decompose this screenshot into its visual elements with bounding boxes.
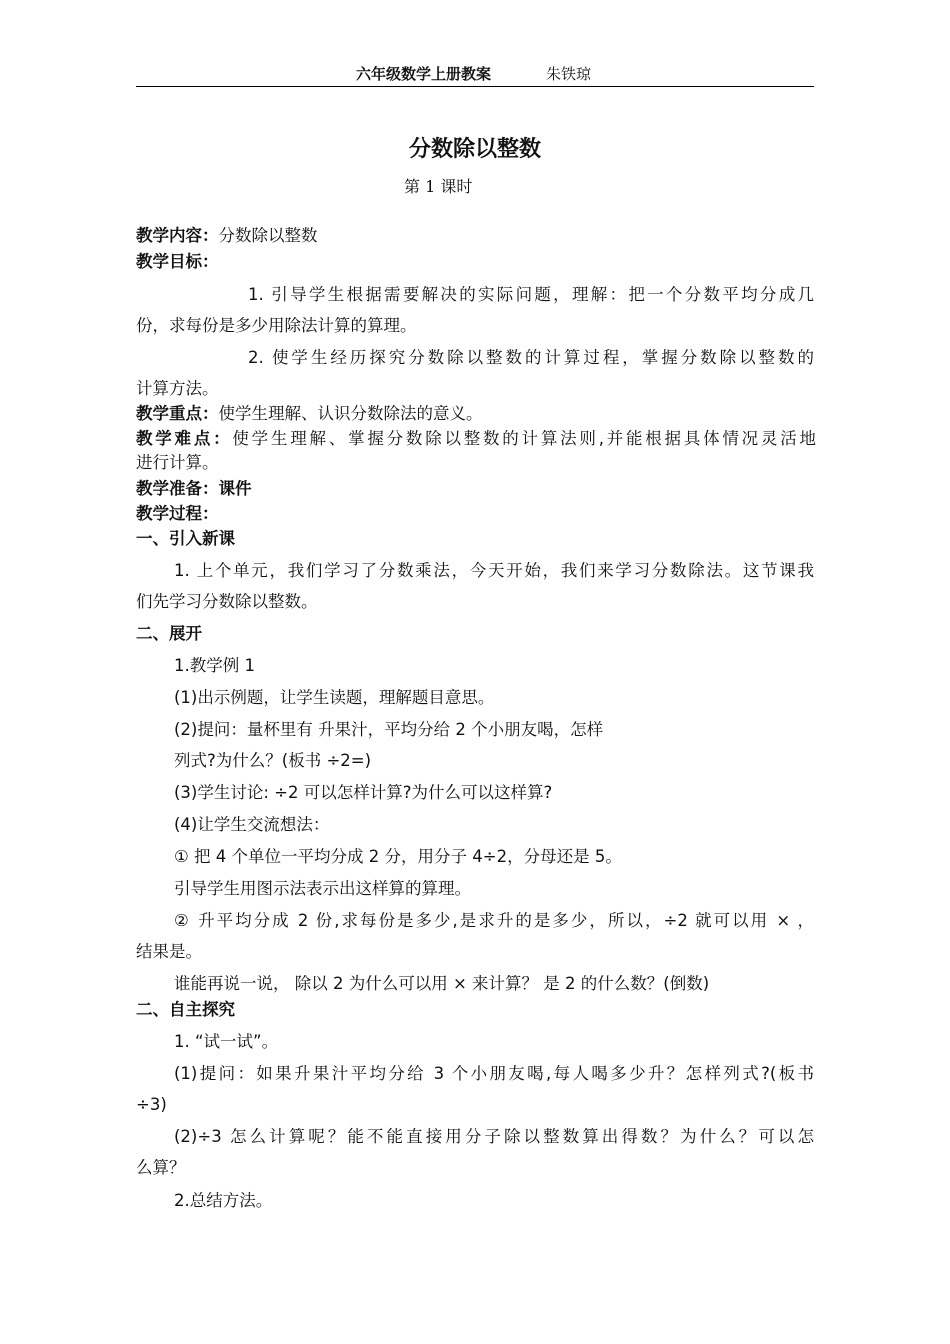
section-2-line: 列式?为什么？(板书 ÷2=) <box>174 751 372 770</box>
section-2-line: 1.教学例 1 <box>174 656 255 675</box>
goal-1-line-1: 1. 引导学生根据需要解决的实际问题，理解：把一个分数平均分成几 <box>248 285 814 304</box>
teaching-key-label: 教学重点： <box>136 404 219 423</box>
page-header <box>136 64 814 87</box>
section-2-heading: 二、展开 <box>136 624 202 643</box>
section-2-line: 谁能再说一说， 除以 2 为什么可以用 × 来计算？ 是 2 的什么数？(倒数) <box>174 974 710 993</box>
section-3-line: (2)÷3 怎么计算呢？能不能直接用分子除以整数算出得数？为什么？可以怎 <box>174 1127 814 1146</box>
section-2-line: (3)学生讨论: ÷2 可以怎样计算?为什么可以这样算? <box>174 783 553 802</box>
section-1-heading: 一、引入新课 <box>136 529 235 548</box>
section-3-heading: 二、自主探究 <box>136 1000 235 1019</box>
section-2-line: 结果是。 <box>136 942 202 961</box>
section-3-line: 2.总结方法。 <box>174 1191 273 1210</box>
section-3-line: ÷3) <box>136 1095 167 1114</box>
teaching-content <box>136 225 816 247</box>
teaching-content-label: 教学内容： <box>136 226 219 245</box>
goal-2-line-1: 2. 使学生经历探究分数除以整数的计算过程，掌握分数除以整数的 <box>248 348 814 367</box>
teaching-difficulty <box>136 428 816 450</box>
teaching-process-label: 教学过程： <box>136 504 219 523</box>
goal-2-line-2: 计算方法。 <box>136 379 219 398</box>
teaching-key-value: 使学生理解、认识分数除法的意义。 <box>218 404 483 423</box>
section-2-line: (4)让学生交流想法： <box>174 815 330 834</box>
teaching-preparation: 教学准备：课件 <box>136 479 252 498</box>
teaching-difficulty-value: 使学生理解、掌握分数除以整数的计算法则,并能根据具体情况灵活地 <box>232 429 817 448</box>
section-2-line: (1)出示例题，让学生读题，理解题目意思。 <box>174 688 495 707</box>
section-2-line: 引导学生用图示法表示出这样算的算理。 <box>174 879 471 898</box>
teaching-key <box>136 403 816 425</box>
teaching-content-value: 分数除以整数 <box>218 226 318 245</box>
section-3-line: (1)提问：如果升果汁平均分给 3 个小朋友喝,每人喝多少升？怎样列式?(板书 <box>174 1064 814 1083</box>
section-2-line: ① 把 4 个单位一平均分成 2 分，用分子 4÷2，分母还是 5。 <box>174 847 622 866</box>
lesson-number: 第 1 课时 <box>404 177 473 196</box>
teaching-goals-label: 教学目标： <box>136 252 219 271</box>
teaching-difficulty-line-2: 进行计算。 <box>136 453 219 472</box>
section-1-para-line-2: 们先学习分数除以整数。 <box>136 592 318 611</box>
section-1-para-line-1: 1. 上个单元，我们学习了分数乘法，今天开始，我们来学习分数除法。这节课我 <box>174 561 814 580</box>
section-2-line: ② 升平均分成 2 份,求每份是多少,是求升的是多少，所以，÷2 就可以用 × ， <box>174 911 814 930</box>
document-title: 分数除以整数 <box>408 137 541 162</box>
header-author: 朱铁琼 <box>546 65 592 83</box>
teaching-difficulty-label: 教学难点： <box>136 429 233 448</box>
section-3-line: 么算？ <box>136 1158 186 1177</box>
goal-1-line-2: 份，求每份是多少用除法计算的算理。 <box>136 316 417 335</box>
section-2-line: (2)提问：量杯里有 升果汁，平均分给 2 个小朋友喝，怎样 <box>174 720 604 739</box>
header-title: 六年级数学上册教案 <box>356 65 492 83</box>
section-3-line: 1. “试一试”。 <box>174 1032 279 1051</box>
